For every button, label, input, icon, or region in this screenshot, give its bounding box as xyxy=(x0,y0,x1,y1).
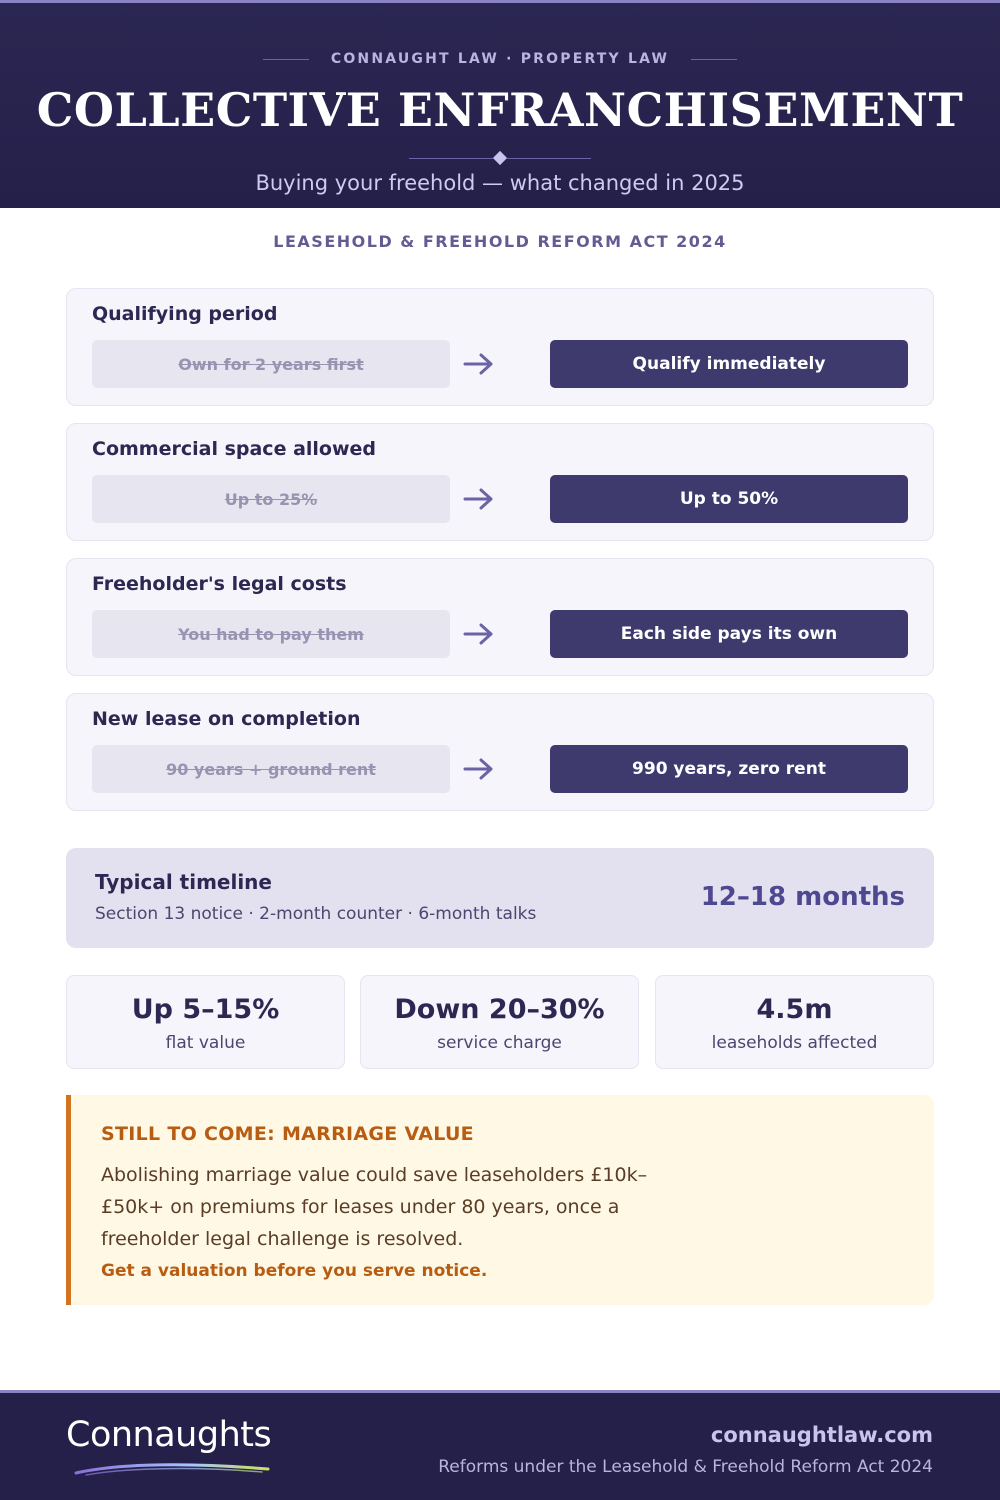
connaughts-logo xyxy=(66,1415,286,1485)
arrow-right-icon xyxy=(463,485,495,513)
stat-card-service-charge xyxy=(360,975,639,1069)
section-label: LEASEHOLD & FREEHOLD REFORM ACT 2024 xyxy=(273,232,727,251)
page-subtitle: Buying your freehold — what changed in 2025 xyxy=(255,171,745,195)
reform-title: Commercial space allowed xyxy=(92,438,377,460)
kicker-rule-left xyxy=(263,59,309,60)
stat-card-flat-value xyxy=(66,975,345,1069)
footer-url-link[interactable]: connaughtlaw.com xyxy=(710,1423,933,1447)
reform-title: New lease on completion xyxy=(92,708,361,730)
old-rule: You had to pay them xyxy=(92,610,450,658)
footer xyxy=(0,1390,1000,1500)
new-rule: Each side pays its own xyxy=(550,610,908,658)
timeline-panel xyxy=(66,848,934,948)
timeline-title: Typical timeline xyxy=(95,870,272,894)
reform-card-new-lease xyxy=(66,693,934,811)
header-banner xyxy=(0,0,1000,208)
timeline-duration: 12–18 months xyxy=(700,882,905,912)
reform-title: Freeholder's legal costs xyxy=(92,573,347,595)
old-rule: Up to 25% xyxy=(92,475,450,523)
reform-card-legal-costs xyxy=(66,558,934,676)
stat-value: Up 5–15% xyxy=(131,994,280,1025)
marriage-value-callout xyxy=(66,1095,934,1305)
stat-card-leaseholds xyxy=(655,975,934,1069)
callout-title: STILL TO COME: MARRIAGE VALUE xyxy=(101,1123,474,1145)
diamond-icon xyxy=(493,151,507,165)
reform-title: Qualifying period xyxy=(92,303,278,325)
stat-value: Down 20–30% xyxy=(394,994,605,1025)
arrow-right-icon xyxy=(463,755,495,783)
kicker-row xyxy=(0,49,1000,69)
callout-cta: Get a valuation before you serve notice. xyxy=(101,1261,488,1281)
stat-value: 4.5m xyxy=(756,994,833,1025)
stat-label: service charge xyxy=(437,1033,562,1053)
logo-wave-icon xyxy=(72,1459,272,1479)
new-rule: 990 years, zero rent xyxy=(550,745,908,793)
old-rule: 90 years + ground rent xyxy=(92,745,450,793)
reform-card-commercial-space xyxy=(66,423,934,541)
title-divider xyxy=(0,151,1000,165)
divider-rule-left xyxy=(409,158,493,159)
stat-label: leaseholds affected xyxy=(711,1033,878,1053)
kicker-text: CONNAUGHT LAW · PROPERTY LAW xyxy=(330,51,670,67)
timeline-steps: Section 13 notice · 2-month counter · 6-month talks xyxy=(95,904,537,924)
divider-rule-right xyxy=(507,158,591,159)
arrow-right-icon xyxy=(463,620,495,648)
stat-label: flat value xyxy=(165,1033,246,1053)
page-title: COLLECTIVE ENFRANCHISEMENT xyxy=(36,83,964,137)
new-rule: Up to 50% xyxy=(550,475,908,523)
kicker-rule-right xyxy=(691,59,737,60)
footer-note: Reforms under the Leasehold & Freehold Reform Act 2024 xyxy=(438,1457,933,1477)
logo-wordmark: Connaughts xyxy=(66,1415,272,1455)
reform-card-qualifying-period xyxy=(66,288,934,406)
old-rule: Own for 2 years first xyxy=(92,340,450,388)
new-rule: Qualify immediately xyxy=(550,340,908,388)
callout-body: Abolishing marriage value could save leaseholders £10k–£50k+ on premiums for leases under 80 years, once a freeholder legal challenge is resolved. xyxy=(101,1164,648,1250)
arrow-right-icon xyxy=(463,350,495,378)
